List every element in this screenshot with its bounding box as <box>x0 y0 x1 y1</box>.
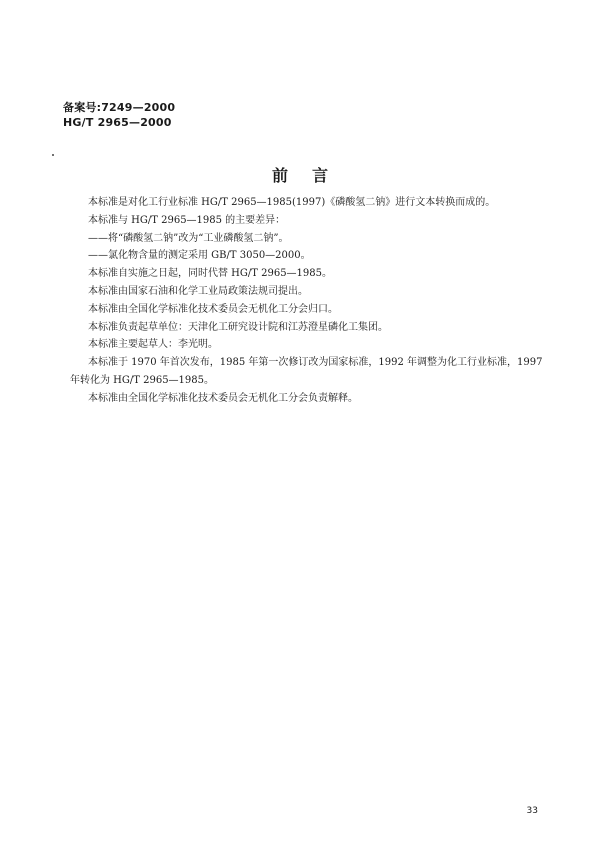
foreword-body <box>70 194 550 408</box>
page-number: 33 <box>526 806 538 816</box>
paragraph: ——将“磷酸氢二钠”改为“工业磷酸氢二钠”。 <box>88 232 289 244</box>
page-title: 前言 <box>271 166 352 185</box>
scan-speck <box>52 154 54 156</box>
history-paragraph <box>70 354 550 390</box>
paragraph: 本标准与 HG/T 2965—1985 的主要差异： <box>88 214 286 226</box>
paragraph: 本标准由国家石油和化学工业局政策法规司提出。 <box>88 285 308 297</box>
record-number: 备案号:7249—2000 <box>63 101 176 114</box>
history-line-2: 年转化为 HG/T 2965—1985。 <box>70 374 215 386</box>
paragraph: 本标准由全国化学标准化技术委员会无机化工分会归口。 <box>88 303 338 315</box>
paragraph: 本标准自实施之日起，同时代替 HG/T 2965—1985。 <box>88 268 333 280</box>
paragraph: 本标准由全国化学标准化技术委员会无机化工分会负责解释。 <box>88 392 358 404</box>
paragraph: 本标准主要起草人：李光明。 <box>88 339 218 351</box>
standard-number: HG/T 2965—2000 <box>63 116 172 129</box>
paragraph: ——氯化物含量的测定采用 GB/T 3050—2000。 <box>88 250 311 262</box>
document-header <box>63 100 175 130</box>
paragraph: 本标准是对化工行业标准 HG/T 2965—1985(1997)《磷酸氢二钠》进行文本转换而成的。 <box>88 197 496 208</box>
paragraph: 本标准负责起草单位：天津化工研究设计院和江苏澄星磷化工集团。 <box>88 321 388 333</box>
history-line-1: 本标准于 1970 年首次发布，1985 年第一次修订改为国家标准，1992 年调整为化工行业标准，1997 <box>88 357 543 369</box>
